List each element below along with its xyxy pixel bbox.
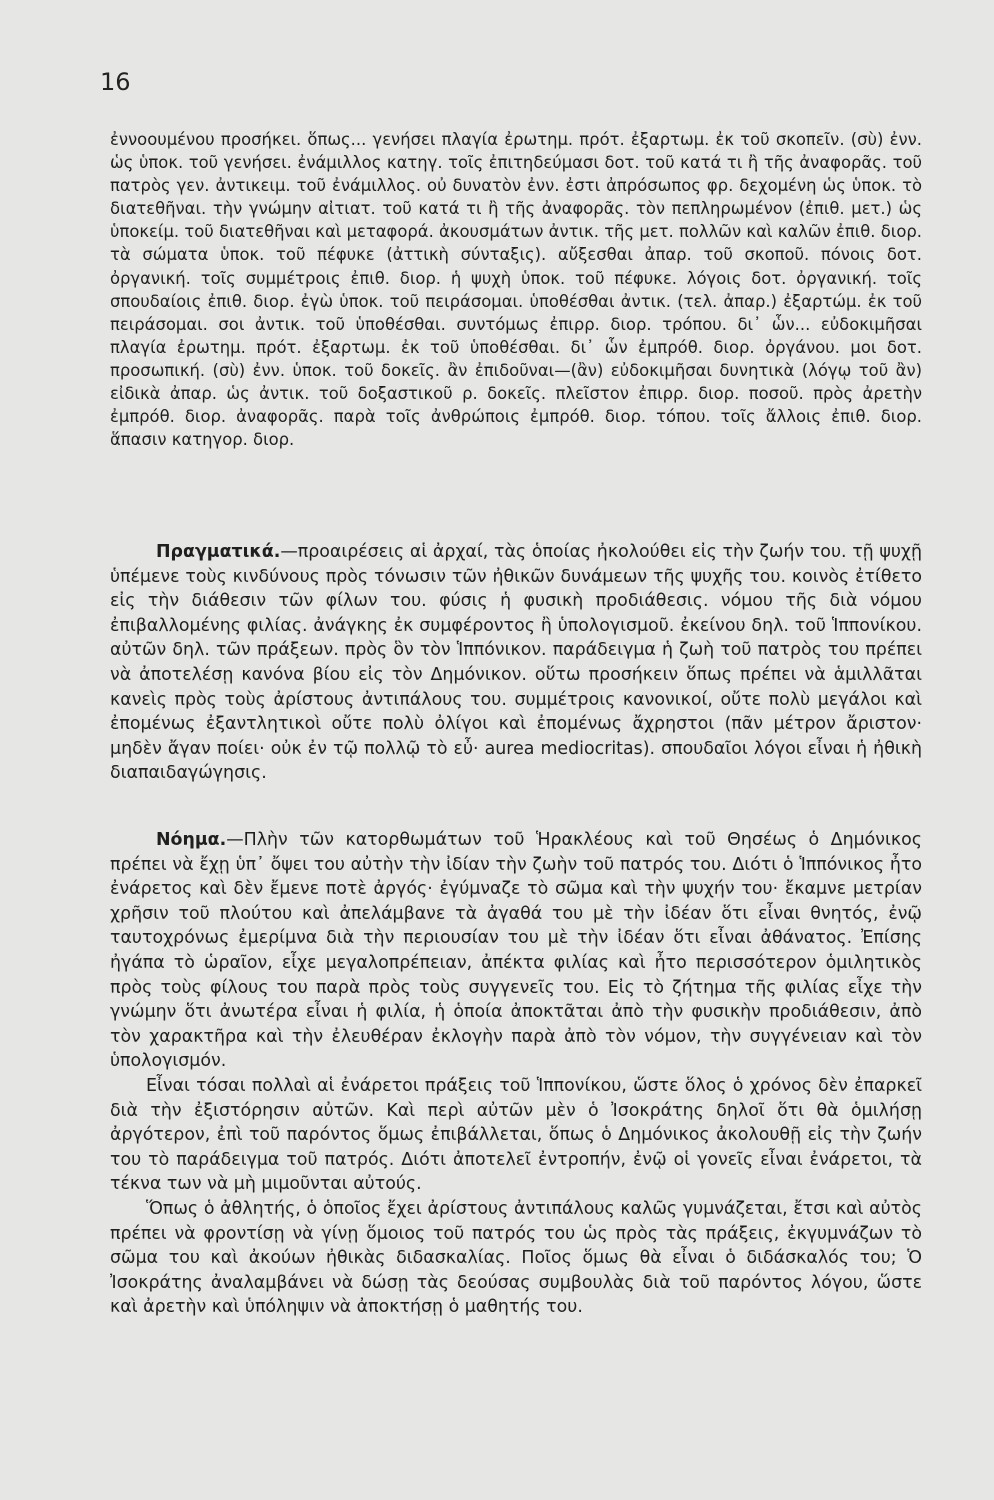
pragmatika-section	[110, 540, 922, 786]
noima-paragraph-1	[110, 828, 922, 1074]
noima-paragraph-3: Ὅπως ὁ ἀθλητής, ὁ ὁποῖος ἔχει ἀρίστους ἀντιπάλους καλῶς γυμνάζεται, ἔτσι καὶ αὐτὸς πρέπει νὰ φροντίσῃ νὰ γίνῃ ὅμοιος τοῦ πατρός του ὡς πρὸς τὰς πράξεις, ἐκγυμνάζων τὸ σῶμα του καὶ ἀκούων ἠθικὰς διδασκαλίας. Ποῖος ὅμως θὰ εἶναι ὁ διδάσκαλός του; Ὁ Ἰσοκράτης ἀναλαμβάνει νὰ δώσῃ τὰς δεούσας συμβουλὰς διὰ τοῦ παρόντος λόγου, ὥστε καὶ ἀρετὴν καὶ ὑπόληψιν νὰ ἀποκτήσῃ ὁ μαθητής του.	[110, 1198, 922, 1318]
noima-paragraph-2: Εἶναι τόσαι πολλαὶ αἱ ἐνάρετοι πράξεις τοῦ Ἱππονίκου, ὥστε ὅλος ὁ χρόνος δὲν ἐπαρκεῖ διὰ τὴν ἐξιστόρησιν αὐτῶν. Καὶ περὶ αὐτῶν μὲν ὁ Ἰσοκράτης δηλοῖ ὅτι θὰ ὁμιλήσῃ ἀργότερον, ἐπὶ τοῦ παρόντος ὅμως ἐπιβάλλεται, ὅπως ὁ Δημόνικος ἀκολουθῇ εἰς τὴν ζωήν του τὸ παράδειγμα τοῦ πατρός. Διότι ἀποτελεῖ ἐντροπήν, ἐνῷ οἱ γονεῖς εἶναι ἐνάρετοι, τὰ τέκνα των νὰ μὴ μιμοῦνται αὐτούς.	[110, 1075, 922, 1195]
pragmatika-paragraph	[110, 540, 922, 786]
grammar-notes: ἐννοουμένου προσήκει. ὅπως... γενήσει πλαγία ἐρωτημ. πρότ. ἐξαρτωμ. ἐκ τοῦ σκοπεῖν. (σὺ) ἐνν. ὡς ὑποκ. τοῦ γενήσει. ἐνάμιλλος κατηγ. τοῖς ἐπιτηδεύμασι δοτ. τοῦ κατά τι ἢ τῆς ἀναφορᾶς. τοῦ πατρὸς γεν. ἀντικειμ. τοῦ ἐνάμιλλος. οὐ δυνατὸν ἐνν. ἐστι ἀπρόσωπος φρ. δεχομένη ὡς ὑποκ. τὸ διατεθῆναι. τὴν γνώμην αἰτιατ. τοῦ κατά τι ἢ τῆς ἀναφορᾶς. τὸν πεπληρωμένον (ἐπιθ. μετ.) ὡς ὑποκείμ. τοῦ διατεθῆναι καὶ μεταφορά. ἀκουσμάτων ἀντικ. τῆς μετ. πολλῶν καὶ καλῶν ἐπιθ. διορ. τὰ σώματα ὑποκ. τοῦ πέφυκε (ἀττικὴ σύνταξις). αὔξεσθαι ἀπαρ. τοῦ σκοποῦ. πόνοις δοτ. ὀργανική. τοῖς συμμέτροις ἐπιθ. διορ. ἡ ψυχὴ ὑποκ. τοῦ πέφυκε. λόγοις δοτ. ὀργανική. τοῖς σπουδαίοις ἐπιθ. διορ. ἐγὼ ὑποκ. τοῦ πειράσομαι. ὑποθέσθαι ἀντικ. (τελ. ἀπαρ.) ἐξαρτώμ. ἐκ τοῦ πειράσομαι. σοι ἀντικ. τοῦ ὑποθέσθαι. συντόμως ἐπιρρ. διορ. τρόπου. δι᾽ ὧν... εὐδοκιμῆσαι πλαγία ἐρωτημ. πρότ. ἐξαρτωμ. ἐκ τοῦ ὑποθέσθαι. δι᾽ ὧν ἐμπρόθ. διορ. ὀργάνου. μοι δοτ. προσωπική. (σὺ) ἐνν. ὑποκ. τοῦ δοκεῖς. ἂν ἐπιδοῦναι—(ἂν) εὐδοκιμῆσαι δυνητικὰ (λόγῳ τοῦ ἂν) εἰδικὰ ἀπαρ. ὡς ἀντικ. τοῦ δοξαστικοῦ ρ. δοκεῖς. πλεῖστον ἐπιρρ. διορ. ποσοῦ. πρὸς ἀρετὴν ἐμπρόθ. διορ. ἀναφορᾶς. παρὰ τοῖς ἀνθρώποις ἐμπρόθ. διορ. τόπου. τοῖς ἄλλοις ἐπιθ. διορ. ἅπασιν κατηγορ. διορ.	[110, 130, 922, 450]
noima-text-1: —Πλὴν τῶν κατορθωμάτων τοῦ Ἡρακλέους καὶ τοῦ Θησέως ὁ Δημόνικος πρέπει νὰ ἔχῃ ὑπ᾽ ὄψει του αὐτὴν τὴν ἰδίαν τὴν ζωὴν τοῦ πατρός του. Διότι ὁ Ἱππόνικος ἦτο ἐνάρετος καὶ δὲν ἔμενε ποτὲ ἀργός· ἐγύμναζε τὸ σῶμα καὶ τὴν ψυχήν του· ἔκαμνε μετρίαν χρῆσιν τοῦ πλούτου καὶ ἀπελάμβανε τὰ ἀγαθά του μὲ τὴν ἰδέαν ὅτι εἶναι θνητός, ἐνῷ ταυτοχρόνως ἐμερίμνα διὰ τὴν περιουσίαν του μὲ τὴν ἰδέαν ὅτι εἶναι ἀθάνατος. Ἐπίσης ἠγάπα τὸ ὡραῖον, εἶχε μεγαλοπρέπειαν, ἀπέκτα φιλίας καὶ ἦτο περισσότερον ὁμιλητικὸς πρὸς τοὺς φίλους του παρὰ πρὸς τοὺς συγγενεῖς του. Εἰς τὸ ζήτημα τῆς φιλίας εἶχε τὴν γνώμην ὅτι ἀνωτέρα εἶναι ἡ φιλία, ἡ ὁποία ἀποκτᾶται ἀπὸ τὴν φυσικὴν προδιάθεσιν, ἀπὸ τὸν χαρακτῆρα καὶ τὴν ἐλευθέραν ἐκλογὴν παρὰ ἀπὸ τὸν νόμον, τὴν συγγένειαν καὶ τὸν ὑπολογισμόν.	[110, 830, 922, 1072]
noima-section	[110, 828, 922, 1320]
pragmatika-heading: Πραγματικά.	[156, 542, 281, 562]
noima-heading: Νόημα.	[156, 830, 227, 850]
page-number: 16	[100, 68, 131, 96]
pragmatika-text: —προαιρέσεις αἱ ἀρχαί, τὰς ὁποίας ἠκολούθει εἰς τὴν ζωήν του. τῇ ψυχῇ ὑπέμενε τοὺς κινδύνους πρὸς τόνωσιν τῶν ἠθικῶν δυνάμεων τῆς ψυχῆς του. κοινὸς ἐτίθετο εἰς τὴν διάθεσιν τῶν φίλων του. φύσις ἡ φυσικὴ προδιάθεσις. νόμου τῆς διὰ νόμου ἐπιβαλλομένης φιλίας. ἀνάγκης ἐκ συμφέροντος ἢ ὑπολογισμοῦ. ἐκείνου δηλ. τοῦ Ἱππονίκου. αὐτῶν δηλ. τῶν πράξεων. πρὸς ὃν τὸν Ἱππόνικον. παράδειγμα ἡ ζωὴ τοῦ πατρὸς του πρέπει νὰ ἀποτελέσῃ κανόνα βίου εἰς τὸν Δημόνικον. οὕτω προσήκειν ὅπως πρέπει νὰ ἁμιλλᾶται κανεὶς πρὸς τοὺς ἀρίστους ἀντιπάλους του. συμμέτροις κανονικοί, οὔτε πολὺ μεγάλοι καὶ ἐπομένως ἐξαντλητικοὶ οὔτε πολὺ ὀλίγοι καὶ ἐπομένως ἄχρηστοι (πᾶν μέτρον ἄριστον· μηδὲν ἄγαν ποίει· οὐκ ἐν τῷ πολλῷ τὸ εὖ· aurea mediocritas). σπουδαῖοι λόγοι εἶναι ἡ ἠθικὴ διαπαιδαγώγησις.	[110, 542, 922, 784]
